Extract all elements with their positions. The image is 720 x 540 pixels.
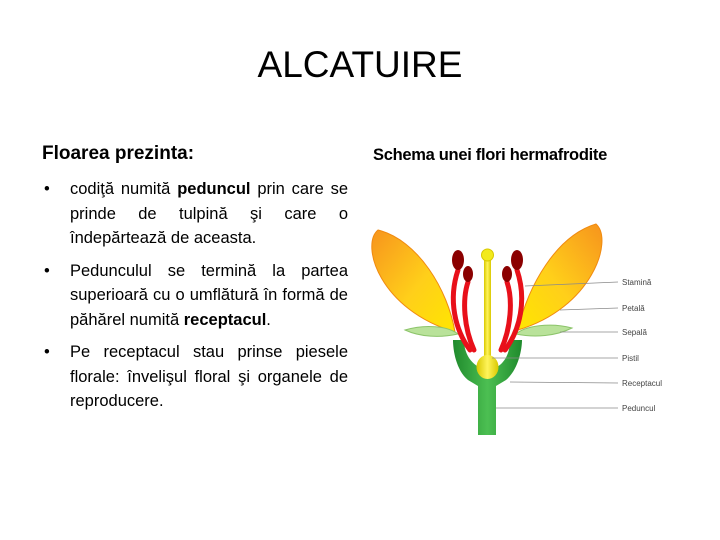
petal-right xyxy=(518,224,602,330)
anther xyxy=(463,266,473,282)
flower-diagram xyxy=(360,200,700,440)
slide-title: ALCATUIRE xyxy=(257,44,463,85)
anther xyxy=(452,250,464,270)
anther xyxy=(502,266,512,282)
anther xyxy=(511,250,523,270)
label-peduncul: Peduncul xyxy=(622,404,656,413)
bullet-item: • Pe receptacul stau prinse piesele florale: învelişul floral şi organele de reproducere. xyxy=(42,340,348,414)
diagram-heading: Schema unei flori hermafrodite xyxy=(373,146,607,164)
label-petala: Petală xyxy=(622,304,645,313)
petal-left xyxy=(372,230,455,332)
label-sepala: Sepală xyxy=(622,328,647,337)
label-receptacul: Receptacul xyxy=(622,379,663,388)
pistil xyxy=(477,249,499,379)
label-stamina: Stamină xyxy=(622,278,652,287)
bullet-item: • Pedunculul se termină la partea superioară cu o umflătură în formă de păhărel numită receptacul. xyxy=(42,259,348,333)
bullet-item: • codiţă numită peduncul prin care se prinde de tulpină şi care o îndepărtează de aceasta. xyxy=(42,177,348,251)
bullet-list xyxy=(42,177,348,414)
label-pistil: Pistil xyxy=(622,354,639,363)
left-column xyxy=(42,143,348,422)
left-heading: Floarea prezinta: xyxy=(42,143,195,164)
